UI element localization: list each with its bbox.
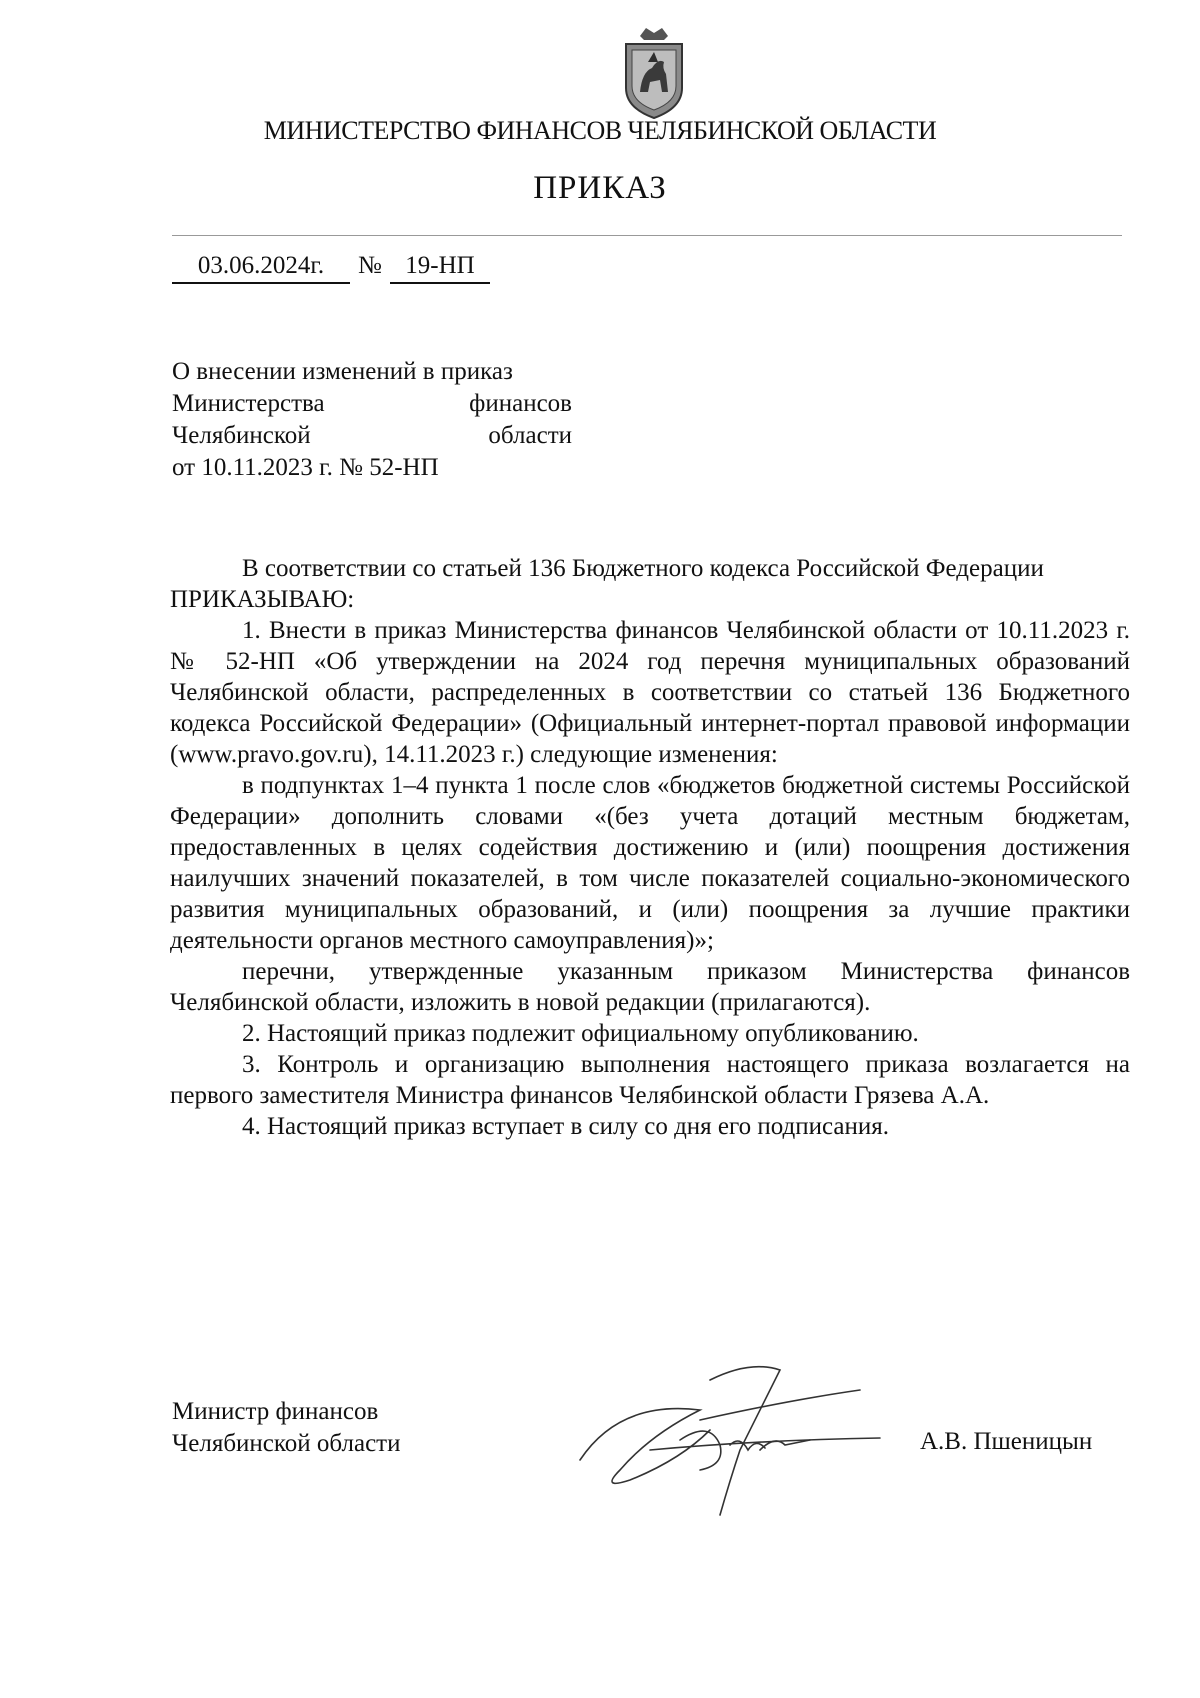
preamble-paragraph: В соответствии со статьей 136 Бюджетного кодекса Российской Федерации: [242, 555, 1044, 582]
order-number: 19-НП: [390, 252, 490, 284]
paragraph-1: 1. Внести в приказ Министерства финансов Челябинской области от 10.11.2023 г. № 52-НП «Об утверждении на 2024 год перечня муниципальных образований Челябинской области, распределенных в соответствии со статьей 136 Бюджетного кодекса Российской Федерации» (Официальный интернет-портал правовой информации (www.pravo.gov.ru), 14.11.2023 г.) следующие изменения:: [170, 617, 1130, 768]
handwritten-signature: [560, 1340, 890, 1530]
header-divider: [172, 235, 1122, 236]
signatory-position: [172, 1396, 400, 1460]
order-date: 03.06.2024г.: [172, 252, 350, 284]
coat-of-arms-emblem: [618, 22, 690, 122]
number-sign: №: [358, 252, 382, 279]
document-type-title: ПРИКАЗ: [533, 170, 667, 206]
position-line: Челябинской области: [172, 1430, 401, 1457]
subject-line: Министерства финансов: [172, 390, 572, 417]
paragraph-4: 4. Настоящий приказ вступает в силу со дня его подписания.: [242, 1113, 890, 1140]
order-subject: [172, 356, 572, 484]
ministry-name: МИНИСТЕРСТВО ФИНАНСОВ ЧЕЛЯБИНСКОЙ ОБЛАСТИ: [263, 116, 937, 145]
paragraph-1-lists: перечни, утвержденные указанным приказом Министерства финансов Челябинской области, изложить в новой редакции (прилагаются).: [170, 958, 1130, 1016]
order-word: ПРИКАЗЫВАЮ:: [170, 586, 355, 613]
subject-line: Челябинской области: [172, 422, 572, 449]
signatory-name: А.В. Пшеницын: [920, 1428, 1093, 1455]
order-body: [170, 553, 1130, 1142]
paragraph-3: 3. Контроль и организацию выполнения настоящего приказа возлагается на первого заместителя Министра финансов Челябинской области Грязева А.А.: [170, 1051, 1130, 1109]
subject-line: О внесении изменений в приказ: [172, 358, 513, 385]
paragraph-1-amendment: в подпунктах 1–4 пункта 1 после слов «бюджетов бюджетной системы Российской Федерации» дополнить словами «(без учета дотаций местным бюджетам, предоставленных в целях содействия достижению и (или) поощрения достижения наилучших значений показателей, в том числе показателей социально-экономического развития муниципальных образований, и (или) поощрения за лучшие практики деятельности органов местного самоуправления)»;: [170, 772, 1130, 954]
subject-line: от 10.11.2023 г. № 52-НП: [172, 454, 439, 481]
position-line: Министр финансов: [172, 1398, 379, 1425]
paragraph-2: 2. Настоящий приказ подлежит официальному опубликованию.: [242, 1020, 919, 1047]
